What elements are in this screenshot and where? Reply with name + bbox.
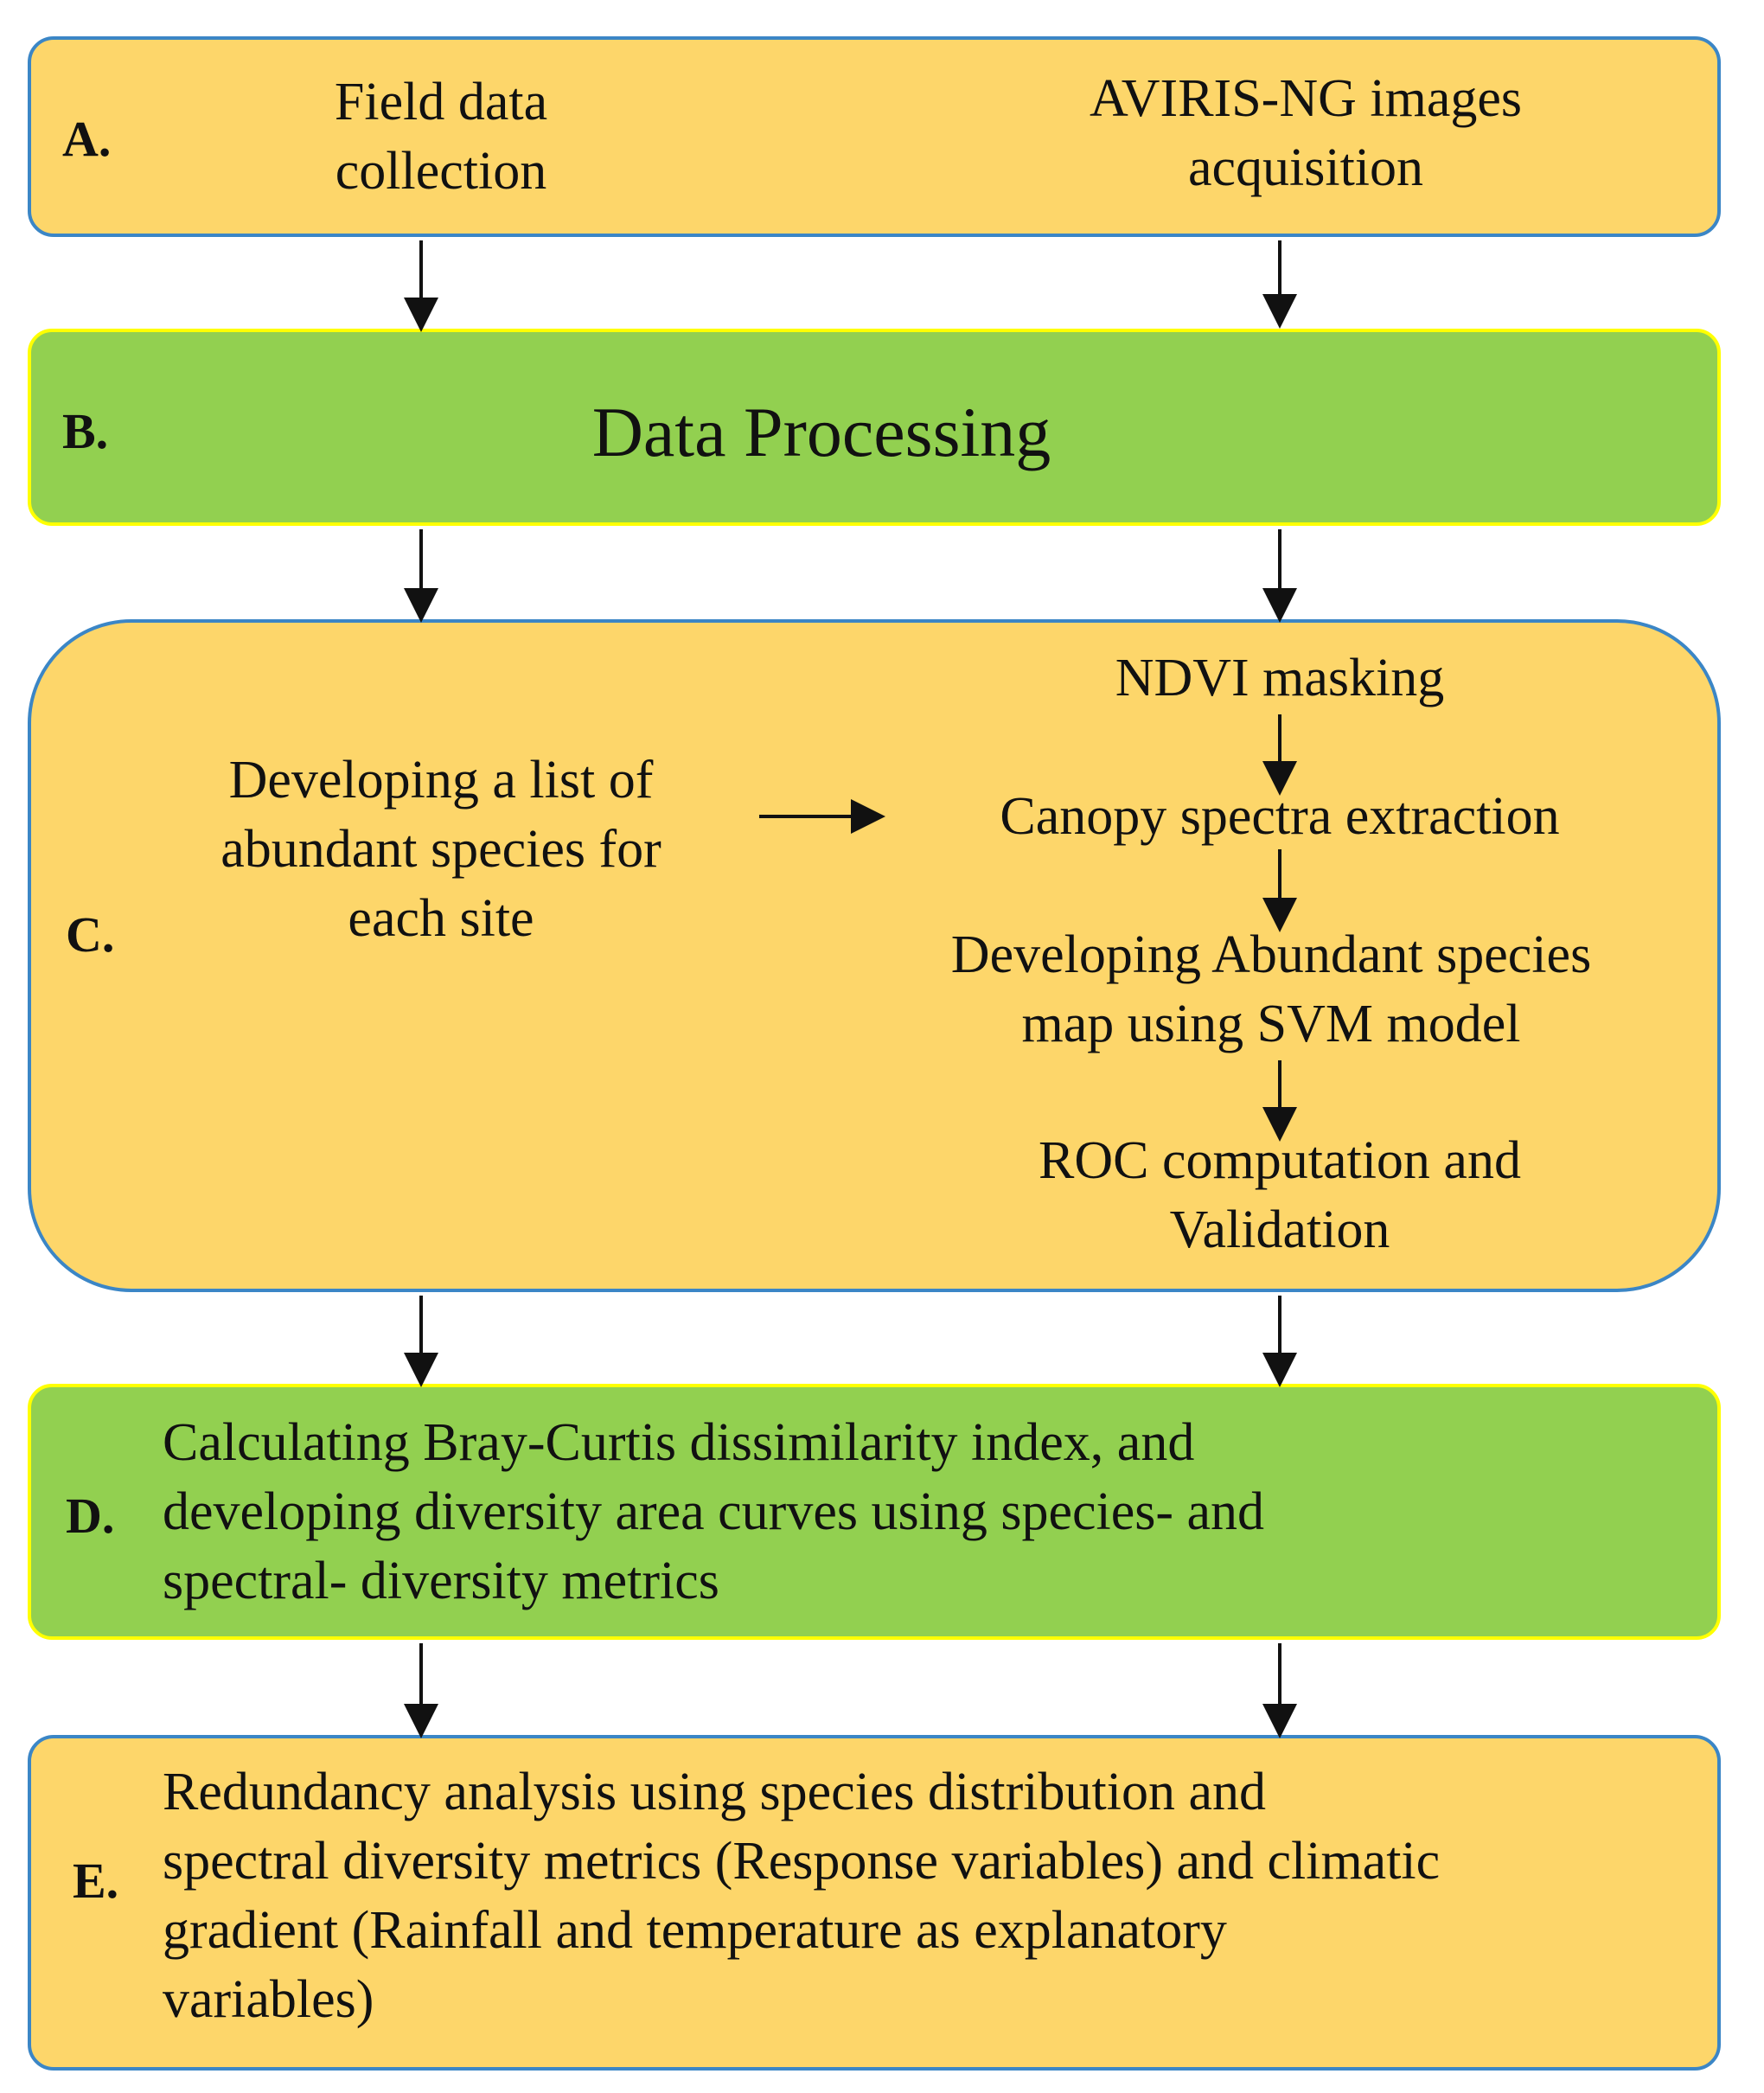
roc-validation-step: ROC computation and Validation	[1039, 1131, 1521, 1259]
box-e-letter: E.	[73, 1853, 119, 1909]
box-b-letter: B.	[62, 403, 109, 459]
aviris-label: AVIRIS-NG images acquisition	[1090, 69, 1522, 197]
redundancy-analysis-text: Redundancy analysis using species distribution and spectral diversity metrics (Response variables) and climatic gradient (Rainfall and temperature as explanatory variables)	[163, 1763, 1441, 2029]
box-d-letter: D.	[66, 1488, 115, 1544]
field-data-label: Field data collection	[334, 73, 548, 201]
species-list-label: Developing a list of abundant species for each site	[220, 751, 662, 948]
box-a-letter: A.	[62, 111, 112, 167]
svm-map-step: Developing Abundant species map using SVM model	[950, 925, 1592, 1053]
bray-curtis-text: Calculating Bray-Curtis dissimilarity index, and developing diversity area curves using species- and spectral- diversity metrics	[163, 1413, 1265, 1610]
canopy-spectra-step: Canopy spectra extraction	[1000, 787, 1560, 846]
data-processing-title: Data Processing	[591, 393, 1051, 471]
box-c-letter: C.	[66, 906, 115, 963]
ndvi-masking-step: NDVI masking	[1115, 649, 1445, 707]
